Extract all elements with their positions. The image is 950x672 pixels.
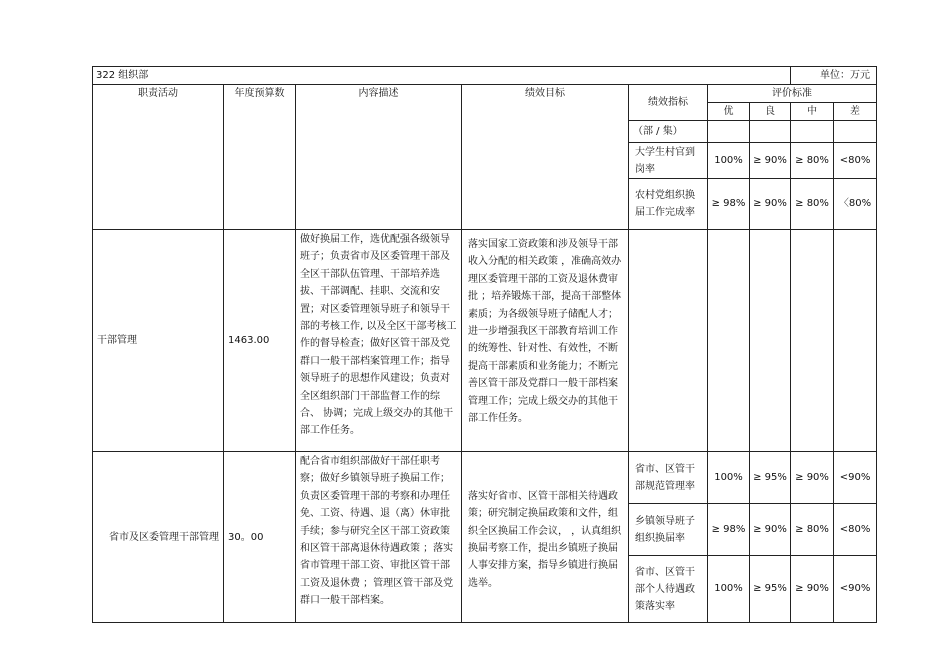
- performance-table: [92, 66, 877, 623]
- performance-goal: 落实国家工资政策和涉及领导干部收入分配的相关政策 ，准确高效办理区委管理干部的工资及退休费审批 ；培养锻炼干部，提高干部整体素质；为各级领导班子储配人才；进一步增强我区干部教育培训工作的统筹性、针对性、有效性，不断提高干部素质和业务能力；不断完善区管干部及党群口一般干部档案管理工作；完成上级交办的其他干部工作任务。: [462, 230, 629, 452]
- budget-document: [92, 66, 877, 623]
- activity-row: [93, 452, 877, 504]
- grade-value: ≥ 95%: [750, 452, 791, 504]
- grade-value: 100%: [708, 143, 750, 179]
- grade-value: ≥ 90%: [791, 556, 834, 623]
- col-header-indicator: 绩效指标: [629, 85, 708, 121]
- budget-amount: 30。00: [224, 452, 296, 623]
- grade-value: ≥ 80%: [791, 504, 834, 556]
- department-title: 322 组织部: [93, 67, 791, 85]
- sub-header-note: （部 / 集）: [629, 121, 708, 143]
- content-description: 配合省市组织部做好干部任职考察；做好乡镇领导班子换届工作；负责区委管理干部的考察和办理任免、工资、待遇、退（离）休审批手续；参与研究全区干部工资政策和区管干部离退休待遇政策 ；落实省市管理干部工资、审批区管干部工资及退休费 ；管理区管干部及党群口一般干部档案。: [296, 452, 462, 623]
- content-description: 做好换届工作，选优配强各级领导班子；负责省市及区委管理干部及全区干部队伍管理、干部培养选拔、干部调配、挂职、交流和安置；对区委管理领导班子和领导干部的考核工作, 以及全区干部考核工作的督导检查；做好区管干部及党群口一般干部档案管理工作；指导领导班子的思想作风建设；负责对全区组织部门干部监督工作的综合、 协调；完成上级交办的其他干部工作任务。: [296, 230, 462, 452]
- grade-value: ≥ 90%: [791, 452, 834, 504]
- grade-value: <90%: [834, 452, 877, 504]
- indicator-name: 省市、区管干部个人待遇政策落实率: [629, 556, 708, 623]
- activity-row: [93, 230, 877, 452]
- grade-value: <90%: [834, 556, 877, 623]
- grade-value: ≥ 98%: [708, 179, 750, 230]
- grade-value: ≥ 90%: [750, 504, 791, 556]
- col-header-content: 内容描述: [296, 85, 462, 230]
- grade-liang: 良: [750, 103, 791, 121]
- grade-cha: 差: [834, 103, 877, 121]
- grade-value: <80%: [834, 504, 877, 556]
- col-header-goal: 绩效目标: [462, 85, 629, 230]
- col-header-budget: 年度预算数: [224, 85, 296, 230]
- grade-value: ≥ 80%: [791, 179, 834, 230]
- grade-value: ≥ 80%: [791, 143, 834, 179]
- grade-you: 优: [708, 103, 750, 121]
- grade-value: 〈80%: [834, 179, 877, 230]
- indicator-name: 省市、区管干部规范管理率: [629, 452, 708, 504]
- indicator-name: 农村党组织换届工作完成率: [629, 179, 708, 230]
- grade-value: 100%: [708, 556, 750, 623]
- unit-label: 单位：万元: [791, 67, 877, 85]
- indicator-name: 乡镇领导班子组织换届率: [629, 504, 708, 556]
- col-header-criteria: 评价标准: [708, 85, 877, 103]
- col-header-activity: 职责活动: [93, 85, 224, 230]
- indicator-name: 大学生村官到岗率: [629, 143, 708, 179]
- grade-value: <80%: [834, 143, 877, 179]
- grade-value: ≥ 90%: [750, 143, 791, 179]
- grade-value: ≥ 90%: [750, 179, 791, 230]
- grade-value: ≥ 95%: [750, 556, 791, 623]
- activity-name: 省市及区委管理干部管理: [93, 452, 224, 623]
- performance-goal: 落实好省市、区管干部相关待遇政策；研究制定换届政策和文件，组织全区换届工作会议， ，认真组织换届考察工作，提出乡镇班子换届人事安排方案，指导乡镇进行换届选举。: [462, 452, 629, 623]
- grade-zhong: 中: [791, 103, 834, 121]
- budget-amount: 1463.00: [224, 230, 296, 452]
- grade-value: ≥ 98%: [708, 504, 750, 556]
- activity-name: 干部管理: [93, 230, 224, 452]
- grade-value: 100%: [708, 452, 750, 504]
